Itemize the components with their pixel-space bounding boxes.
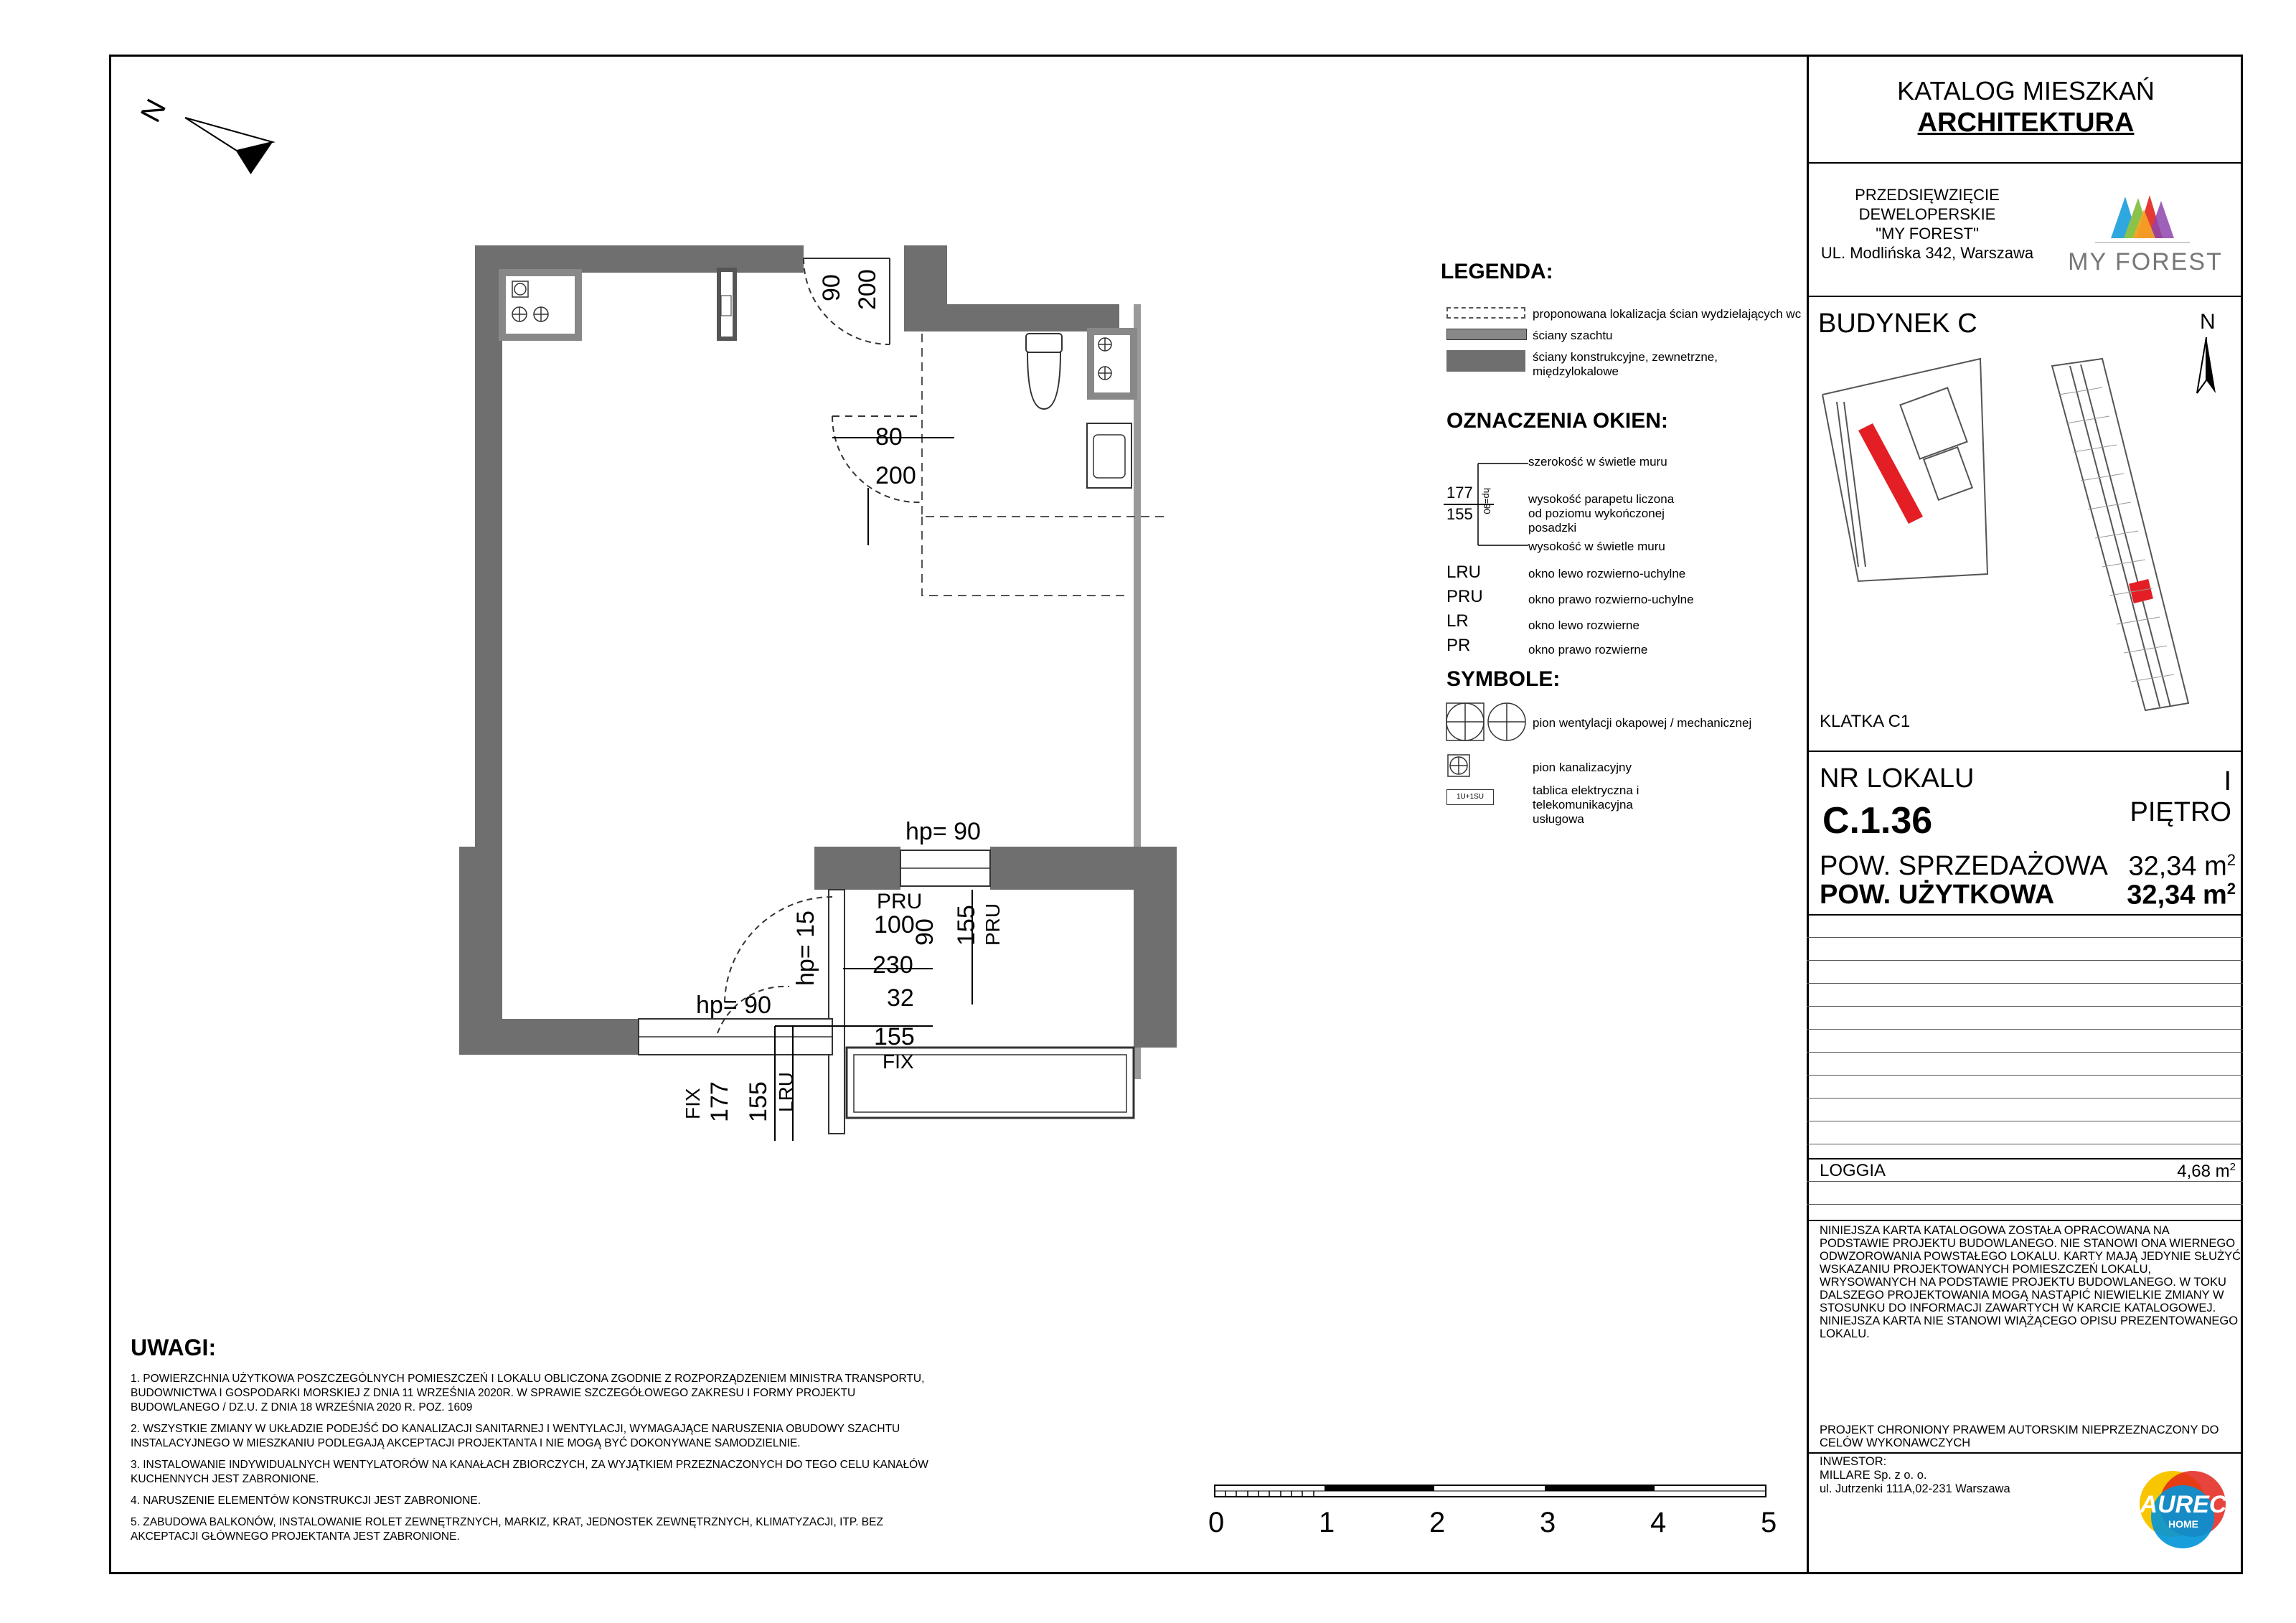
notes-title: UWAGI: [131, 1335, 217, 1360]
plan-north-label: N [134, 94, 173, 128]
investor-block [1820, 1455, 2010, 1496]
table-row [1807, 937, 2243, 938]
loggia-bottom-divider [1807, 1220, 2243, 1221]
area-divider [1807, 914, 2243, 916]
table-row [1807, 1204, 2243, 1205]
stairwell-label: KLATKA C1 [1820, 712, 1911, 731]
project-line-3: "MY FOREST" [1876, 225, 1979, 243]
note-item: 4. NARUSZENIE ELEMENTÓW KONSTRUKCJI JEST ZABRONIONE. [131, 1495, 481, 1507]
investor-label: INWESTOR: [1820, 1455, 1887, 1468]
electrical-panel-icon: 1U+1SU [1446, 789, 1494, 805]
window-example-width: 177 [1446, 484, 1473, 502]
legend-wc-walls-swatch [1446, 307, 1525, 319]
window-type-code-pru: PRU [1446, 587, 1483, 606]
loggia-number: 4,68 m [2177, 1162, 2230, 1181]
project-divider [1807, 296, 2243, 297]
usable-area-label: POW. UŻYTKOWA [1820, 880, 2055, 910]
sales-area-value [2095, 851, 2236, 883]
wc-door-width: 80 [875, 423, 903, 451]
bottom-window-177: 177 [706, 1081, 733, 1122]
investor-name: MILLARE Sp. z o. o. [1820, 1469, 1927, 1482]
title-block-divider [1807, 55, 1809, 1574]
top-window-hp: hp= 90 [905, 818, 981, 845]
sales-area-sup: 2 [2226, 851, 2236, 869]
vent-riser-icon [1445, 700, 1531, 743]
table-row [1807, 1098, 2243, 1099]
note-item: 2. WSZYSTKIE ZMIANY W UKŁADZIE PODEJŚĆ DO KANALIZACJI SANITARNEJ I WENTYLACJI, WYMAGAJĄCE NARUSZENIA OBUDOWY SZACHTU INSTALACYJNEGO W MIESZKANIU PODLEGAJĄ AKCEPTACJI PROJEKTANTA I NIE MOGĄ BYĆ DOKONYWANE SAMODZIELNIE. [131, 1423, 900, 1449]
loggia-sup: 2 [2229, 1161, 2236, 1173]
plan-wall-bath-north [947, 304, 1119, 331]
note-item: 1. POWIERZCHNIA UŻYTKOWA POSZCZEGÓLNYCH POMIESZCZEŃ I LOKALU OBLICZONA ZGODNIE Z ROZPORZĄDZENIEM MINISTRA TRANSPORTU, BUDOWNICTWA I GOSPODARKI MORSKIEJ Z DNIA 11 WRZEŚNIA 2020R. W SPRAWIE SZCZEGÓŁOWEGO ZAKRESU I FORMY PROJEKTU BUDOWLANEGO / DZ.U. Z DNIA 18 WRZEŚNIA 2020 R. POZ. 1609 [131, 1373, 925, 1413]
my-forest-logo [2066, 188, 2224, 281]
sales-area-label: POW. SPRZEDAŻOWA [1820, 851, 2108, 881]
copyright-note: PROJEKT CHRONIONY PRAWEM AUTORSKIM NIEPRZEZNACZONY DO CELÓW WYKONAWCZYCH [1820, 1424, 2219, 1449]
catalog-subtitle: ARCHITEKTURA [1917, 108, 2135, 138]
window-note-2: wysokość parapetu liczona od poziomu wykończonej posadzki [1528, 492, 1675, 535]
my-forest-logo-text: MY FOREST [2068, 248, 2223, 276]
unit-number: C.1.36 [1822, 800, 1933, 842]
windows-legend-title: OZNACZENIA OKIEN: [1446, 409, 1668, 433]
legend-title: LEGENDA: [1441, 260, 1553, 283]
window-type-code-lru: LRU [1446, 563, 1482, 582]
fix-panel-32: 32 [887, 984, 914, 1012]
window-type-code-lr: LR [1446, 611, 1469, 631]
scale-label-2: 2 [1429, 1507, 1446, 1538]
sewer-riser-icon [1446, 753, 1471, 778]
scale-label-3: 3 [1540, 1507, 1556, 1538]
window-type-desc-lr: okno lewo rozwierne [1528, 618, 1639, 632]
bottom-window-hp: hp= 90 [696, 992, 771, 1019]
window-type-code-pr: PR [1446, 636, 1471, 655]
balcony-door-hp: 90 [911, 918, 938, 946]
legend-item-3: ściany konstrukcyjne, zewnetrzne, międzylokalowe [1533, 350, 1718, 378]
table-row [1807, 1006, 2243, 1007]
table-row [1807, 960, 2243, 961]
top-window-width: 155 [953, 905, 980, 946]
table-row [1807, 1052, 2243, 1053]
bottom-window-fix: FIX [682, 1088, 704, 1119]
loggia-value [2138, 1161, 2236, 1182]
wc-door-height: 200 [875, 462, 916, 489]
copyright-divider [1807, 1452, 2243, 1454]
fix-panel-width: 155 [874, 1023, 915, 1050]
title-divider [1807, 162, 2243, 164]
bottom-window-155: 155 [745, 1081, 772, 1122]
sill-hp-15: hp= 15 [792, 911, 819, 986]
sales-area-number: 32,34 m [2128, 851, 2227, 882]
plan-wall-north-east [904, 245, 947, 331]
catalog-title: KATALOG MIESZKAŃ [1897, 76, 2155, 105]
investor-address: ul. Jutrzenki 111A,02-231 Warszawa [1820, 1482, 2010, 1495]
fix-panel-type: FIX [883, 1050, 914, 1073]
table-row [1807, 1029, 2243, 1030]
building-divider [1807, 751, 2243, 752]
table-row [1807, 983, 2243, 984]
window-note-3: wysokość w świetle muru [1528, 540, 1665, 553]
window-example-height: 155 [1446, 505, 1473, 523]
legend-shaft-swatch [1446, 329, 1527, 340]
unit-floor: I PIĘTRO [2130, 766, 2231, 827]
building-label: BUDYNEK C [1818, 309, 1977, 339]
symbol-desc-1: pion wentylacji okapowej / mechanicznej [1533, 716, 1752, 730]
balcony-door-height: 230 [872, 951, 913, 979]
legend-item-1: proponowana lokalizacja ścian wydzielających wc [1533, 307, 1802, 321]
symbol-desc-3: tablica elektryczna i telekomunikacyjna usługowa [1533, 784, 1639, 826]
entry-door-height: 200 [854, 269, 881, 310]
scale-bar [1213, 1482, 1772, 1511]
plan-north-arrow-icon [179, 108, 280, 179]
window-type-desc-pr: okno prawo rozwierne [1528, 643, 1648, 657]
legend-structural-swatch [1446, 350, 1525, 372]
unit-nr-label: NR LOKALU [1820, 763, 1975, 794]
note-item: 3. INSTALOWANIE INDYWIDUALNYCH WENTYLATORÓW NA KANAŁACH ZBIORCZYCH, ZA WYJĄTKIEM PRZEZNACZONYCH DO TEGO CELU KANAŁÓW KUCHENNYCH JEST ZABRONIONE. [131, 1459, 928, 1485]
project-line-2: DEWELOPERSKIE [1858, 205, 1996, 223]
aurec-logo [2130, 1467, 2243, 1553]
disclaimer-text: NINIEJSZA KARTA KATALOGOWA ZOSTAŁA OPRACOWANA NA PODSTAWIE PROJEKTU BUDOWLANEGO. NIE STANOWI ONA WIERNEGO ODWZOROWANIA POWSTAŁEGO LOKALU. KARTY MAJĄ JEDYNIE SŁUŻYĆ WSKAZANIU PROJEKTOWANYCH POMIESZCZEŃ LOKALU, WRYSOWANYCH NA PODSTAWIE PROJEKTU BUDOWLANEGO. W TOKU DALSZEGO PROJEKTOWANIA MOGĄ NASTĄPIĆ NIEWIELKIE ZMIANY W STOSUNKU DO INFORMACJI ZAWARTYCH W KARCIE KATALOGOWEJ. NINIEJSZA KARTA NIE STANOWI WIĄŻĄCEGO OPISU PREZENTOWANEGO LOKALU. [1820, 1224, 2241, 1340]
usable-area-number: 32,34 m [2127, 880, 2227, 911]
scale-label-5: 5 [1761, 1507, 1777, 1538]
scale-label-4: 4 [1650, 1507, 1667, 1538]
balcony-door-type: PRU [877, 890, 923, 913]
site-plan [1815, 352, 2239, 725]
aurec-logo-text: AUREC [2140, 1491, 2227, 1518]
top-window-type: PRU [982, 903, 1004, 946]
window-example-hp: hp=90 [1482, 488, 1492, 514]
usable-area-sup: 2 [2226, 880, 2236, 898]
project-line-1: PRZEDSIĘWZIĘCIE [1855, 186, 2000, 204]
plan-wall-north [502, 245, 804, 273]
window-type-desc-pru: okno prawo rozwierno-uchylne [1528, 593, 1694, 606]
symbols-legend-title: SYMBOLE: [1446, 667, 1561, 691]
table-row [1807, 1075, 2243, 1076]
site-north-label: N [2200, 310, 2216, 334]
legend-item-2: ściany szachtu [1533, 329, 1613, 342]
plan-wall-loggia-north-west [814, 847, 900, 890]
loggia-top-divider [1807, 1158, 2243, 1159]
balcony-door-width: 100 [874, 911, 915, 938]
loggia-label: LOGGIA [1820, 1161, 1886, 1180]
note-item: 5. ZABUDOWA BALKONÓW, INSTALOWANIE ROLET ZEWNĘTRZNYCH, MARKIZ, KRAT, JEDNOSTEK ZEWNĘTRZNYCH, KLIMATYZACJI, ITP. BEZ AKCEPTACJI GŁÓWNEGO PROJEKTANTA JEST ZABRONIONE. [131, 1516, 883, 1543]
table-row [1807, 1181, 2243, 1182]
window-legend-leaders [1471, 459, 1528, 552]
notes-list [131, 1372, 941, 1551]
usable-area-value [2095, 880, 2236, 911]
scale-label-0: 0 [1208, 1507, 1225, 1538]
project-info [1809, 185, 2046, 263]
project-line-4: UL. Modlińska 342, Warszawa [1820, 244, 2034, 262]
bottom-window-type: LRU [775, 1071, 797, 1112]
scale-label-1: 1 [1319, 1507, 1335, 1538]
window-note-1: szerokość w świetle muru [1528, 455, 1667, 469]
aurec-logo-subtext: HOME [2168, 1518, 2198, 1530]
entry-door-width: 90 [818, 274, 845, 301]
plan-wall-loggia-east [1134, 847, 1177, 1048]
floor-plan [430, 230, 1220, 1162]
symbol-desc-2: pion kanalizacyjny [1533, 761, 1632, 774]
window-type-desc-lru: okno lewo rozwierno-uchylne [1528, 567, 1686, 580]
